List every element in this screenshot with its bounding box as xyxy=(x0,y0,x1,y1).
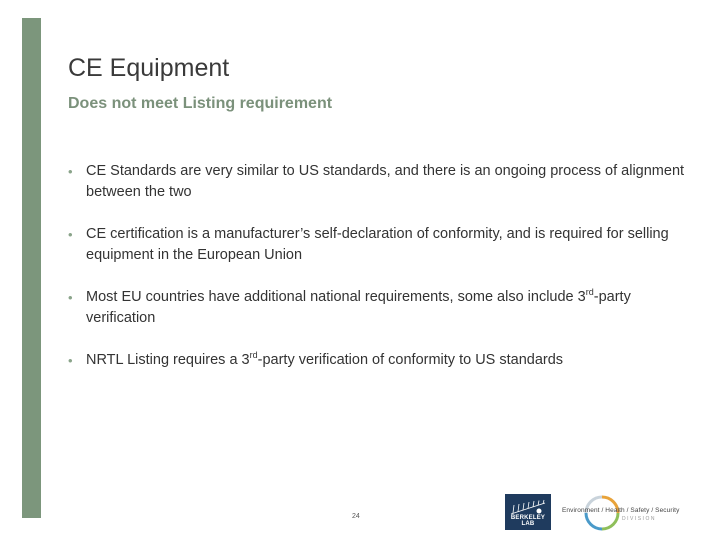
bullet-text-end: -party verification xyxy=(86,289,631,326)
bullet-text-start: Most EU countries have additional national requirements, some also include 3 xyxy=(86,289,586,305)
bullet-superscript: rd xyxy=(585,287,594,298)
bullet-text-start: NRTL Listing requires a 3 xyxy=(86,352,250,368)
berkeley-lab-logo-text: BERKELEY LAB xyxy=(510,515,546,527)
bullet-dot-icon: • xyxy=(68,164,73,179)
bullet-text-end: -party verification of conformity to US standards xyxy=(257,352,564,368)
bullet-item xyxy=(68,161,688,203)
ehs-logo-subtext: DIVISION xyxy=(622,516,656,522)
page-number: 24 xyxy=(352,513,360,520)
ehs-logo-text: Environment / Health / Safety / Security xyxy=(562,507,680,514)
bullet-text: CE Standards are very similar to US standards, and there is an ongoing process of alignment between the two xyxy=(86,163,685,200)
slide-subtitle: Does not meet Listing requirement xyxy=(68,95,333,112)
bullet-item xyxy=(68,287,688,329)
bullet-superscript: rd xyxy=(249,350,258,361)
ehs-division-logo xyxy=(560,493,690,533)
bullet-dot-icon: • xyxy=(68,353,73,368)
berkeley-lab-logo-art xyxy=(509,499,547,516)
bullet-item xyxy=(68,224,688,266)
accent-bar xyxy=(22,18,41,518)
bullet-dot-icon: • xyxy=(68,290,73,305)
bullet-item xyxy=(68,350,688,371)
slide-title: CE Equipment xyxy=(68,54,230,82)
bullet-dot-icon: • xyxy=(68,227,73,242)
berkeley-lab-logo xyxy=(505,494,551,530)
bullet-text: CE certification is a manufacturer’s self-declaration of conformity, and is required for selling equipment in the European Union xyxy=(86,226,669,263)
